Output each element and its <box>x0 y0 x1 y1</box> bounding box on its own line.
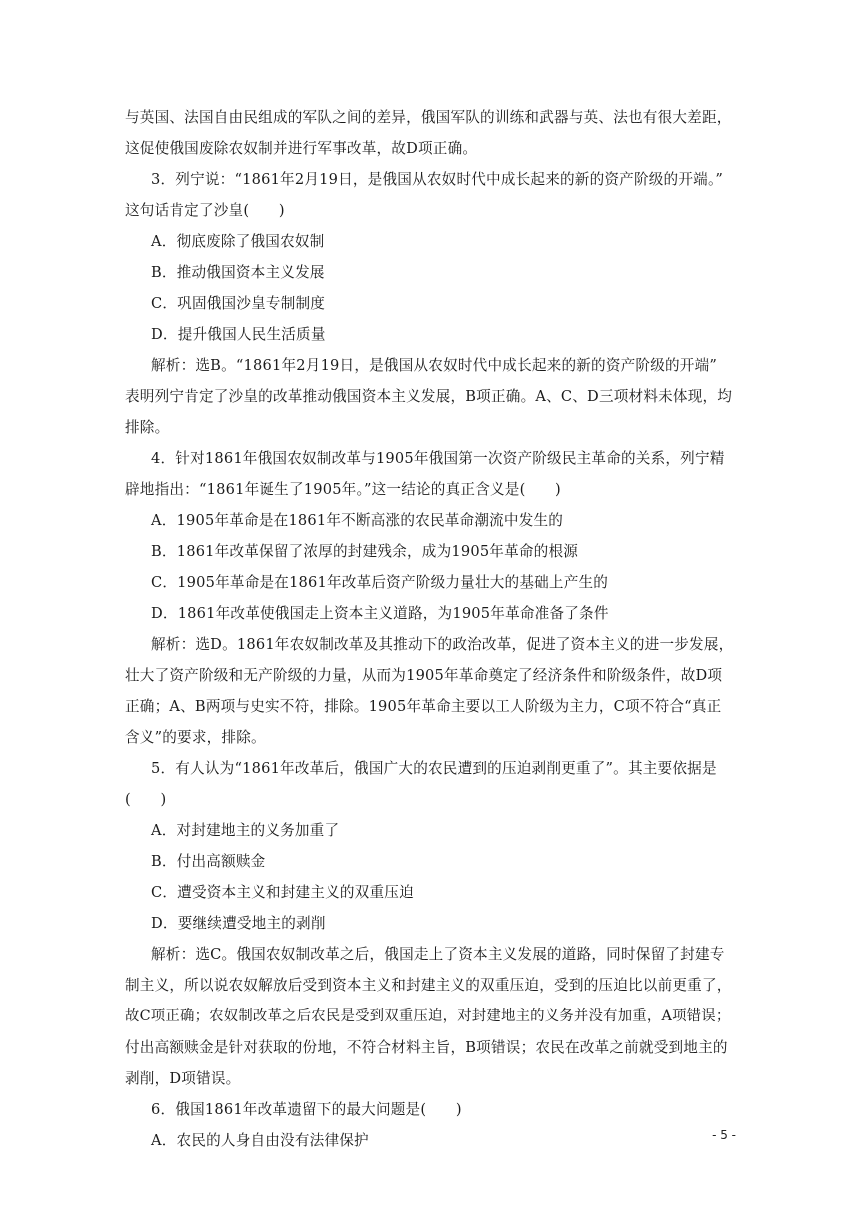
text-line: ( ) <box>125 791 167 808</box>
text-line: 辟地指出：“1861年诞生了1905年。”这一结论的真正含义是( ) <box>125 481 561 498</box>
text-line: D．要继续遭受地主的剥削 <box>151 915 326 932</box>
text-line: 3．列宁说：“1861年2月19日，是俄国从农奴时代中成长起来的新的资产阶级的开端。” <box>151 171 724 188</box>
text-line: 5．有人认为“1861年改革后，俄国广大的农民遭到的压迫剥削更重了”。其主要依据是 <box>151 760 717 777</box>
text-line: 制主义，所以说农奴解放后受到资本主义和封建主义的双重压迫，受到的压迫比以前更重了， <box>125 977 732 994</box>
text-line: 6．俄国1861年改革遗留下的最大问题是( ) <box>151 1101 462 1118</box>
text-line: C．1905年革命是在1861年改革后资产阶级力量壮大的基础上产生的 <box>151 574 609 591</box>
text-line: 付出高额赎金是针对获取的份地，不符合材料主旨，B项错误；农民在改革之前就受到地主的 <box>125 1039 728 1056</box>
text-line: 解析：选B。“1861年2月19日，是俄国从农奴时代中成长起来的新的资产阶级的开端” <box>151 357 718 374</box>
page-body-text <box>125 102 737 1156</box>
text-line: D．1861年改革使俄国走上资本主义道路，为1905年革命准备了条件 <box>151 605 609 622</box>
text-line: 解析：选C。俄国农奴制改革之后，俄国走上了资本主义发展的道路，同时保留了封建专 <box>151 946 725 963</box>
text-line: 4．针对1861年俄国农奴制改革与1905年俄国第一次资产阶级民主革命的关系，列宁精 <box>151 450 725 467</box>
text-line: A．彻底废除了俄国农奴制 <box>151 233 325 250</box>
text-line: A．农民的人身自由没有法律保护 <box>151 1132 369 1149</box>
text-line: B．推动俄国资本主义发展 <box>151 264 325 281</box>
text-line: 排除。 <box>125 419 170 436</box>
text-line: C．遭受资本主义和封建主义的双重压迫 <box>151 884 414 901</box>
text-line: 与英国、法国自由民组成的军队之间的差异，俄国军队的训练和武器与英、法也有很大差距， <box>125 109 732 126</box>
text-line: 这句话肯定了沙皇( ) <box>125 202 285 219</box>
text-line: 解析：选D。1861年农奴制改革及其推动下的政治改革，促进了资本主义的进一步发展， <box>151 636 734 653</box>
text-line: B．付出高额赎金 <box>151 853 266 870</box>
page-number: - 5 - <box>712 1128 736 1142</box>
text-line: 这促使俄国废除农奴制并进行军事改革，故D项正确。 <box>125 140 478 157</box>
text-line: 表明列宁肯定了沙皇的改革推动俄国资本主义发展，B项正确。A、C、D三项材料未体现，均 <box>125 388 733 405</box>
text-line: C．巩固俄国沙皇专制制度 <box>151 295 326 312</box>
text-line: 正确；A、B两项与史实不符，排除。1905年革命主要以工人阶级为主力，C项不符合“真正 <box>125 698 722 715</box>
text-line: B．1861年改革保留了浓厚的封建残余，成为1905年革命的根源 <box>151 543 579 560</box>
text-line: 含义”的要求，排除。 <box>125 729 266 746</box>
text-line: 壮大了资产阶级和无产阶级的力量，从而为1905年革命奠定了经济条件和阶级条件，故D项 <box>125 667 723 684</box>
text-line: 故C项正确；农奴制改革之后农民是受到双重压迫，对封建地主的义务并没有加重，A项错误； <box>125 1008 731 1024</box>
text-line: A．1905年革命是在1861年不断高涨的农民革命潮流中发生的 <box>151 512 564 529</box>
text-line: D．提升俄国人民生活质量 <box>151 326 326 343</box>
text-line: 剥削，D项错误。 <box>125 1070 241 1087</box>
text-line: A．对封建地主的义务加重了 <box>151 822 340 839</box>
